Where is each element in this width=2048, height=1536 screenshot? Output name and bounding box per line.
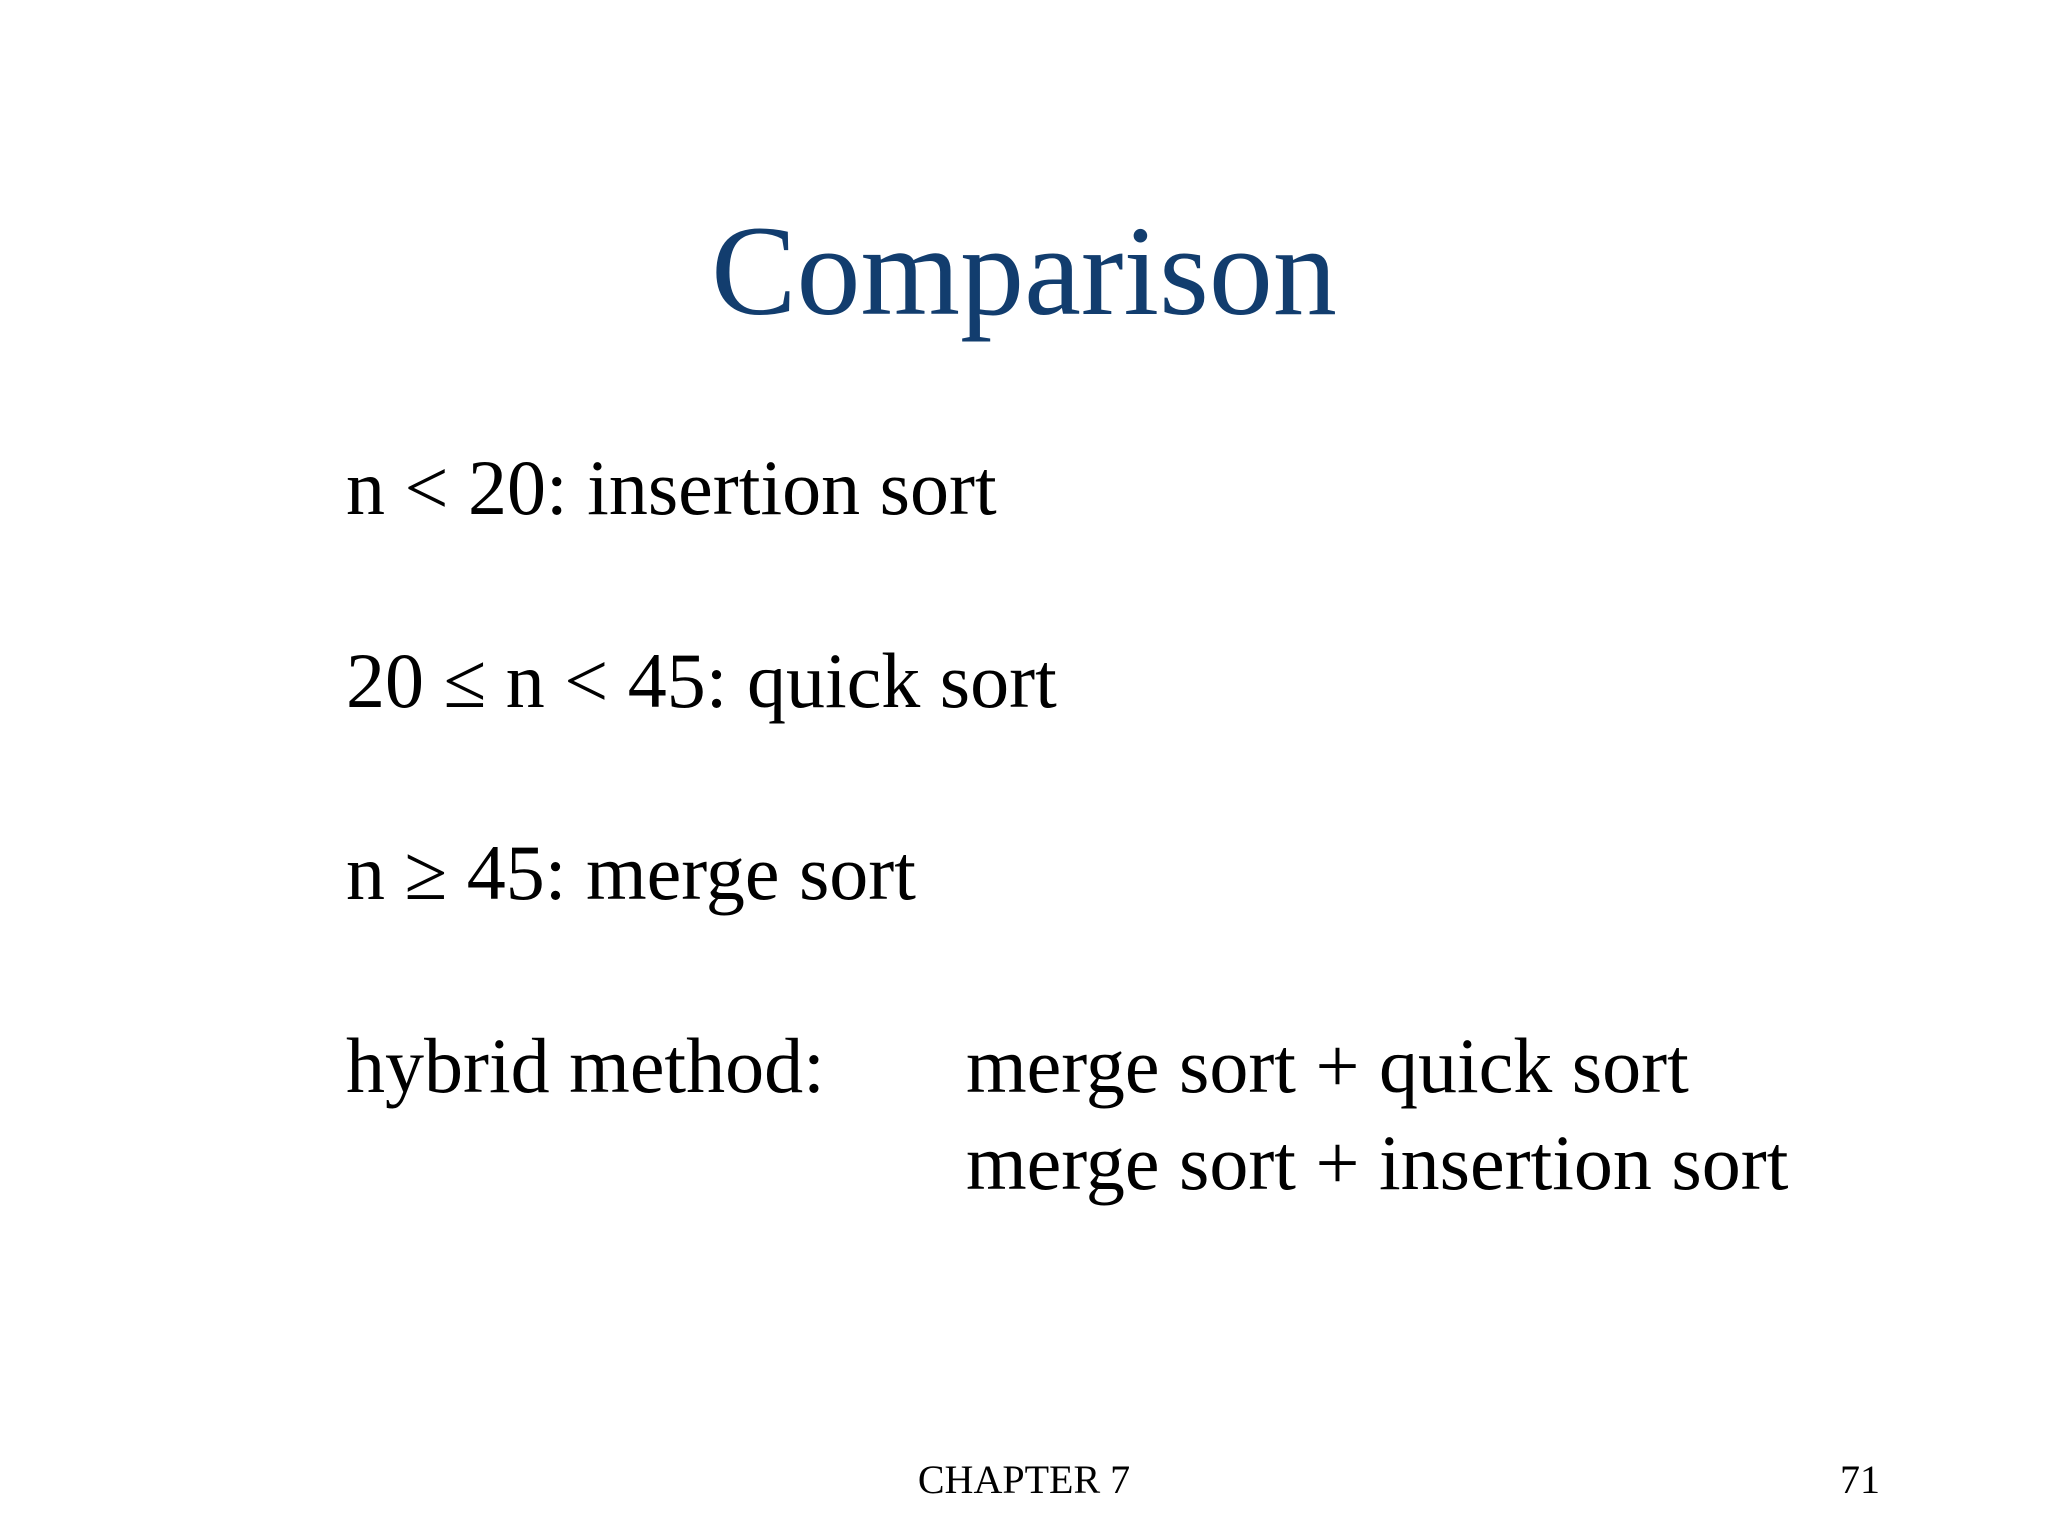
footer-page-number: 71 <box>1840 1457 1880 1502</box>
rule-insertion-sort: n < 20: insertion sort <box>346 444 997 531</box>
slide-title: Comparison <box>711 200 1337 342</box>
rule-merge-sort: n ≥ 45: merge sort <box>346 829 916 916</box>
hybrid-option-merge-quick: merge sort + quick sort <box>966 1022 1689 1109</box>
hybrid-option-merge-insertion: merge sort + insertion sort <box>966 1119 1789 1206</box>
footer-chapter: CHAPTER 7 <box>917 1457 1131 1502</box>
hybrid-label: hybrid method: <box>346 1022 825 1109</box>
rule-quick-sort: 20 ≤ n < 45: quick sort <box>346 637 1057 724</box>
